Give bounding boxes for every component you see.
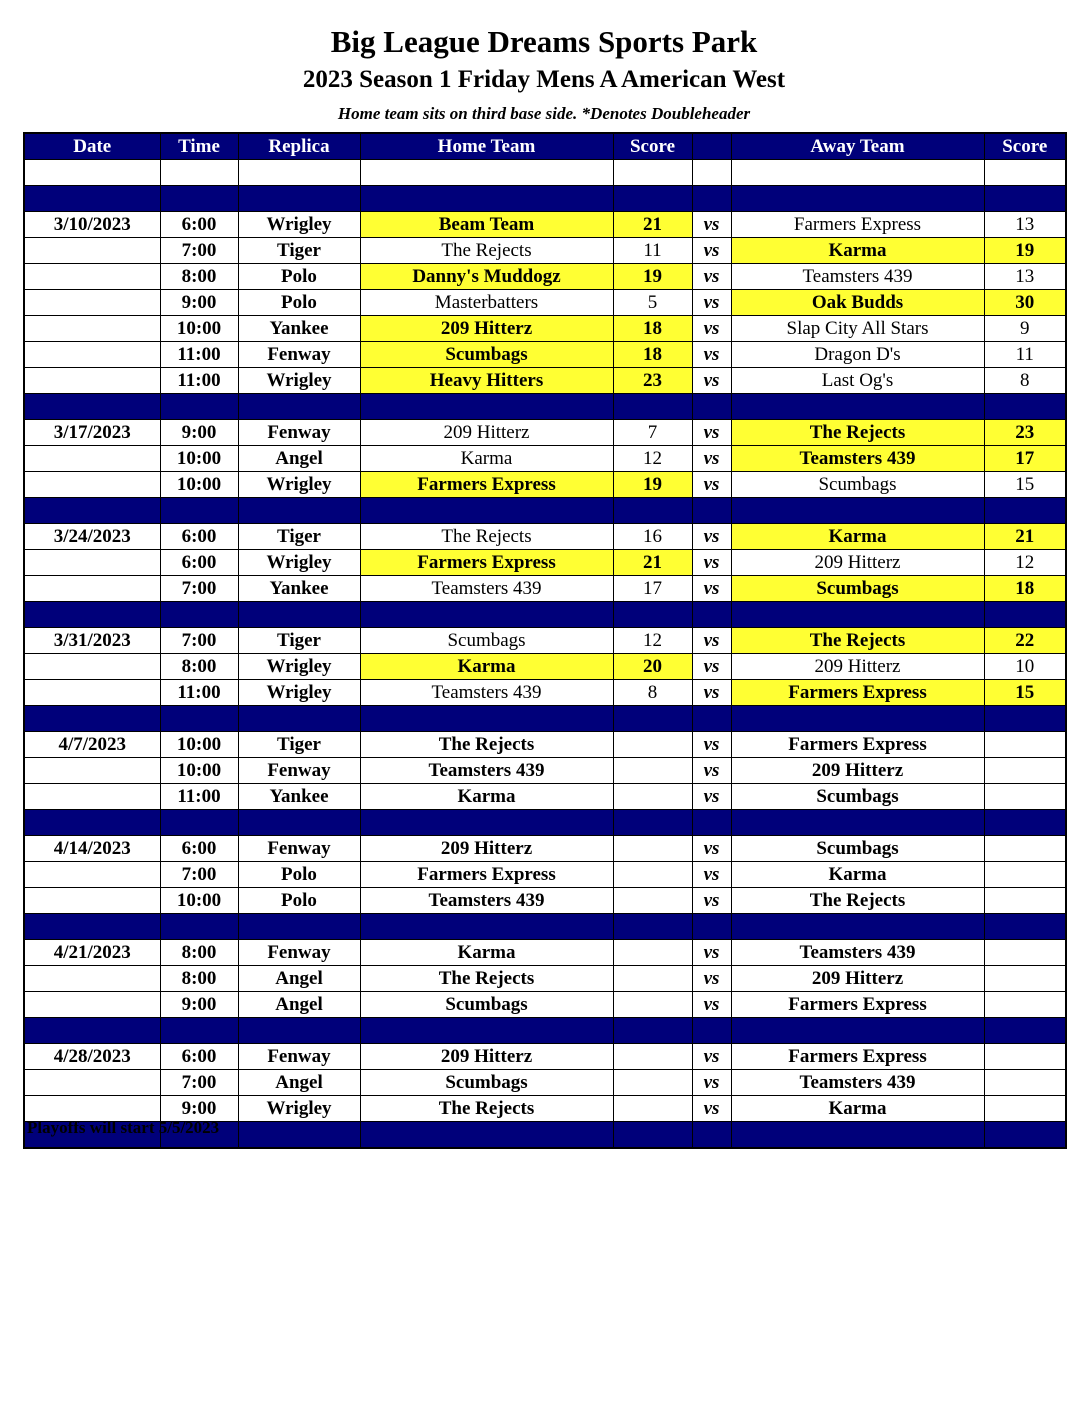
game-row (24, 264, 1066, 290)
home-score: 23 (613, 368, 692, 394)
away-team: 209 Hitterz (731, 966, 984, 992)
away-score (984, 992, 1066, 1018)
away-score: 23 (984, 420, 1066, 446)
away-score (984, 732, 1066, 758)
game-row (24, 758, 1066, 784)
away-score (984, 888, 1066, 914)
game-replica: Fenway (238, 836, 360, 862)
home-team: Danny's Muddogz (360, 264, 613, 290)
game-replica: Polo (238, 290, 360, 316)
home-team: Farmers Express (360, 472, 613, 498)
game-date: 4/21/2023 (24, 940, 160, 966)
home-score (613, 1096, 692, 1122)
schedule-table (23, 132, 1067, 1149)
game-replica: Wrigley (238, 368, 360, 394)
away-score (984, 966, 1066, 992)
away-team: 209 Hitterz (731, 654, 984, 680)
game-date (24, 446, 160, 472)
schedule-body (24, 160, 1066, 1149)
home-score: 16 (613, 524, 692, 550)
game-time: 8:00 (160, 654, 238, 680)
away-team: 209 Hitterz (731, 758, 984, 784)
away-score (984, 862, 1066, 888)
vs-label: vs (692, 966, 731, 992)
away-score: 12 (984, 550, 1066, 576)
game-date (24, 966, 160, 992)
game-time: 7:00 (160, 576, 238, 602)
vs-label: vs (692, 680, 731, 706)
game-time: 10:00 (160, 758, 238, 784)
game-replica: Wrigley (238, 472, 360, 498)
away-team: The Rejects (731, 420, 984, 446)
game-row (24, 966, 1066, 992)
game-date: 4/7/2023 (24, 732, 160, 758)
week-separator-row (24, 186, 1066, 212)
col-header-away-team: Away Team (731, 133, 984, 160)
away-team: Karma (731, 524, 984, 550)
game-time: 6:00 (160, 1044, 238, 1070)
away-score: 22 (984, 628, 1066, 654)
vs-label: vs (692, 238, 731, 264)
home-score (613, 862, 692, 888)
game-row (24, 446, 1066, 472)
game-time: 6:00 (160, 212, 238, 238)
away-team: Teamsters 439 (731, 1070, 984, 1096)
game-row (24, 1044, 1066, 1070)
game-row (24, 342, 1066, 368)
playoffs-note: Playoffs will start 5/5/2023 (27, 1118, 220, 1137)
game-time: 7:00 (160, 862, 238, 888)
home-score (613, 784, 692, 810)
home-team: Scumbags (360, 992, 613, 1018)
vs-label: vs (692, 1096, 731, 1122)
away-team: Farmers Express (731, 212, 984, 238)
home-score: 18 (613, 342, 692, 368)
game-time: 10:00 (160, 446, 238, 472)
game-date: 4/28/2023 (24, 1044, 160, 1070)
game-replica: Fenway (238, 1044, 360, 1070)
home-score: 8 (613, 680, 692, 706)
vs-label: vs (692, 758, 731, 784)
game-time: 7:00 (160, 628, 238, 654)
game-row (24, 524, 1066, 550)
home-score: 12 (613, 628, 692, 654)
home-team: Teamsters 439 (360, 888, 613, 914)
game-time: 11:00 (160, 368, 238, 394)
game-time: 9:00 (160, 290, 238, 316)
game-row (24, 940, 1066, 966)
week-separator-row (24, 498, 1066, 524)
home-score (613, 966, 692, 992)
away-team: Farmers Express (731, 732, 984, 758)
game-date (24, 784, 160, 810)
game-time: 6:00 (160, 836, 238, 862)
away-team: Scumbags (731, 472, 984, 498)
vs-label: vs (692, 940, 731, 966)
vs-label: vs (692, 1044, 731, 1070)
away-team: Farmers Express (731, 992, 984, 1018)
vs-label: vs (692, 290, 731, 316)
game-row (24, 212, 1066, 238)
vs-label: vs (692, 446, 731, 472)
game-replica: Wrigley (238, 212, 360, 238)
home-team: Farmers Express (360, 550, 613, 576)
game-row (24, 628, 1066, 654)
game-date (24, 888, 160, 914)
week-separator-row (24, 810, 1066, 836)
home-team: Scumbags (360, 342, 613, 368)
col-header-home-team: Home Team (360, 133, 613, 160)
away-score: 11 (984, 342, 1066, 368)
home-score (613, 940, 692, 966)
game-replica: Fenway (238, 420, 360, 446)
game-date: 4/14/2023 (24, 836, 160, 862)
game-date (24, 654, 160, 680)
away-score: 15 (984, 472, 1066, 498)
vs-label: vs (692, 862, 731, 888)
away-score (984, 758, 1066, 784)
home-team: 209 Hitterz (360, 316, 613, 342)
game-replica: Wrigley (238, 550, 360, 576)
home-team: Karma (360, 940, 613, 966)
vs-label: vs (692, 368, 731, 394)
home-score (613, 888, 692, 914)
vs-label: vs (692, 212, 731, 238)
game-time: 6:00 (160, 550, 238, 576)
game-replica: Polo (238, 264, 360, 290)
game-replica: Fenway (238, 342, 360, 368)
game-replica: Angel (238, 992, 360, 1018)
home-score: 7 (613, 420, 692, 446)
game-time: 11:00 (160, 342, 238, 368)
week-separator-row (24, 914, 1066, 940)
home-score (613, 1044, 692, 1070)
game-row (24, 368, 1066, 394)
away-team: Teamsters 439 (731, 264, 984, 290)
away-score: 18 (984, 576, 1066, 602)
away-team: Farmers Express (731, 680, 984, 706)
away-score: 9 (984, 316, 1066, 342)
game-date: 3/10/2023 (24, 212, 160, 238)
home-score (613, 732, 692, 758)
home-team: 209 Hitterz (360, 420, 613, 446)
game-row (24, 238, 1066, 264)
away-score (984, 940, 1066, 966)
home-team: Teamsters 439 (360, 680, 613, 706)
vs-label: vs (692, 316, 731, 342)
home-team: The Rejects (360, 524, 613, 550)
game-date (24, 238, 160, 264)
game-date (24, 290, 160, 316)
game-replica: Angel (238, 1070, 360, 1096)
home-score: 21 (613, 550, 692, 576)
away-score (984, 1044, 1066, 1070)
home-team: Heavy Hitters (360, 368, 613, 394)
game-time: 7:00 (160, 238, 238, 264)
game-date: 3/24/2023 (24, 524, 160, 550)
away-team: Scumbags (731, 576, 984, 602)
home-team: Scumbags (360, 628, 613, 654)
game-date (24, 316, 160, 342)
away-team: Karma (731, 238, 984, 264)
game-row (24, 1070, 1066, 1096)
blank-row (24, 160, 1066, 186)
game-replica: Yankee (238, 784, 360, 810)
game-replica: Tiger (238, 732, 360, 758)
game-time: 8:00 (160, 966, 238, 992)
home-score: 21 (613, 212, 692, 238)
away-score (984, 1096, 1066, 1122)
away-team: The Rejects (731, 628, 984, 654)
home-score: 19 (613, 472, 692, 498)
game-row (24, 836, 1066, 862)
home-score: 19 (613, 264, 692, 290)
home-team: Karma (360, 784, 613, 810)
game-replica: Yankee (238, 316, 360, 342)
vs-label: vs (692, 654, 731, 680)
game-time: 11:00 (160, 784, 238, 810)
home-score: 5 (613, 290, 692, 316)
game-date (24, 862, 160, 888)
home-score: 12 (613, 446, 692, 472)
vs-label: vs (692, 576, 731, 602)
game-date (24, 576, 160, 602)
game-replica: Angel (238, 446, 360, 472)
away-team: Last Og's (731, 368, 984, 394)
home-score (613, 836, 692, 862)
home-team: Karma (360, 446, 613, 472)
game-date (24, 550, 160, 576)
game-replica: Yankee (238, 576, 360, 602)
home-score (613, 1070, 692, 1096)
home-score (613, 758, 692, 784)
game-row (24, 316, 1066, 342)
home-score: 17 (613, 576, 692, 602)
away-team: Scumbags (731, 836, 984, 862)
game-replica: Wrigley (238, 680, 360, 706)
home-score: 11 (613, 238, 692, 264)
away-team: Karma (731, 862, 984, 888)
game-time: 9:00 (160, 992, 238, 1018)
game-date (24, 264, 160, 290)
game-row (24, 732, 1066, 758)
week-separator-row (24, 706, 1066, 732)
home-team: The Rejects (360, 1096, 613, 1122)
vs-label: vs (692, 836, 731, 862)
game-time: 6:00 (160, 524, 238, 550)
game-replica: Wrigley (238, 1096, 360, 1122)
game-date (24, 1070, 160, 1096)
away-team: Dragon D's (731, 342, 984, 368)
away-score: 10 (984, 654, 1066, 680)
away-score: 21 (984, 524, 1066, 550)
game-date (24, 342, 160, 368)
game-replica: Tiger (238, 628, 360, 654)
home-team: 209 Hitterz (360, 836, 613, 862)
week-separator-row (24, 1018, 1066, 1044)
game-row (24, 472, 1066, 498)
vs-label: vs (692, 420, 731, 446)
home-team: Farmers Express (360, 862, 613, 888)
home-team: The Rejects (360, 238, 613, 264)
home-team: Beam Team (360, 212, 613, 238)
page-subtitle: 2023 Season 1 Friday Mens A American West (302, 66, 786, 93)
vs-label: vs (692, 472, 731, 498)
home-team: Scumbags (360, 1070, 613, 1096)
away-score: 8 (984, 368, 1066, 394)
game-time: 9:00 (160, 420, 238, 446)
away-team: Slap City All Stars (731, 316, 984, 342)
col-header-home-score: Score (613, 133, 692, 160)
game-replica: Wrigley (238, 654, 360, 680)
game-date (24, 992, 160, 1018)
game-replica: Polo (238, 888, 360, 914)
game-replica: Tiger (238, 524, 360, 550)
game-date (24, 758, 160, 784)
home-team: Karma (360, 654, 613, 680)
page-note: Home team sits on third base side. *Denotes Doubleheader (337, 104, 751, 123)
home-score: 18 (613, 316, 692, 342)
game-date (24, 680, 160, 706)
game-row (24, 576, 1066, 602)
game-row (24, 654, 1066, 680)
away-team: Teamsters 439 (731, 940, 984, 966)
home-team: The Rejects (360, 732, 613, 758)
away-score: 17 (984, 446, 1066, 472)
col-header-vs (692, 133, 731, 160)
vs-label: vs (692, 628, 731, 654)
game-row (24, 420, 1066, 446)
home-team: Masterbatters (360, 290, 613, 316)
game-date: 3/17/2023 (24, 420, 160, 446)
game-date (24, 368, 160, 394)
game-time: 7:00 (160, 1070, 238, 1096)
game-row (24, 290, 1066, 316)
week-separator-row (24, 602, 1066, 628)
col-header-time: Time (160, 133, 238, 160)
home-team: Teamsters 439 (360, 758, 613, 784)
home-team: The Rejects (360, 966, 613, 992)
away-score: 13 (984, 264, 1066, 290)
game-replica: Fenway (238, 940, 360, 966)
vs-label: vs (692, 992, 731, 1018)
vs-label: vs (692, 784, 731, 810)
away-team: Oak Budds (731, 290, 984, 316)
game-date: 3/31/2023 (24, 628, 160, 654)
game-time: 8:00 (160, 940, 238, 966)
game-time: 8:00 (160, 264, 238, 290)
away-team: Karma (731, 1096, 984, 1122)
game-replica: Tiger (238, 238, 360, 264)
game-row (24, 888, 1066, 914)
vs-label: vs (692, 732, 731, 758)
away-score: 13 (984, 212, 1066, 238)
header-row (24, 133, 1066, 160)
game-replica: Polo (238, 862, 360, 888)
game-time: 10:00 (160, 316, 238, 342)
game-time: 10:00 (160, 732, 238, 758)
week-separator-row (24, 394, 1066, 420)
game-row (24, 992, 1066, 1018)
vs-label: vs (692, 524, 731, 550)
game-row (24, 680, 1066, 706)
game-time: 10:00 (160, 472, 238, 498)
game-time: 9:00 (160, 1096, 238, 1122)
game-replica: Angel (238, 966, 360, 992)
game-row (24, 862, 1066, 888)
away-score (984, 1070, 1066, 1096)
away-team: Farmers Express (731, 1044, 984, 1070)
game-date (24, 472, 160, 498)
page-title: Big League Dreams Sports Park (330, 24, 758, 59)
away-score (984, 784, 1066, 810)
away-score: 30 (984, 290, 1066, 316)
away-team: The Rejects (731, 888, 984, 914)
away-score (984, 836, 1066, 862)
game-row (24, 550, 1066, 576)
home-team: 209 Hitterz (360, 1044, 613, 1070)
home-team: Teamsters 439 (360, 576, 613, 602)
away-team: Teamsters 439 (731, 446, 984, 472)
home-score (613, 992, 692, 1018)
game-time: 11:00 (160, 680, 238, 706)
game-replica: Fenway (238, 758, 360, 784)
away-score: 15 (984, 680, 1066, 706)
vs-label: vs (692, 264, 731, 290)
col-header-replica: Replica (238, 133, 360, 160)
game-row (24, 784, 1066, 810)
home-score: 20 (613, 654, 692, 680)
away-team: 209 Hitterz (731, 550, 984, 576)
vs-label: vs (692, 888, 731, 914)
game-time: 10:00 (160, 888, 238, 914)
vs-label: vs (692, 342, 731, 368)
away-team: Scumbags (731, 784, 984, 810)
col-header-away-score: Score (984, 133, 1066, 160)
away-score: 19 (984, 238, 1066, 264)
vs-label: vs (692, 550, 731, 576)
vs-label: vs (692, 1070, 731, 1096)
col-header-date: Date (24, 133, 160, 160)
